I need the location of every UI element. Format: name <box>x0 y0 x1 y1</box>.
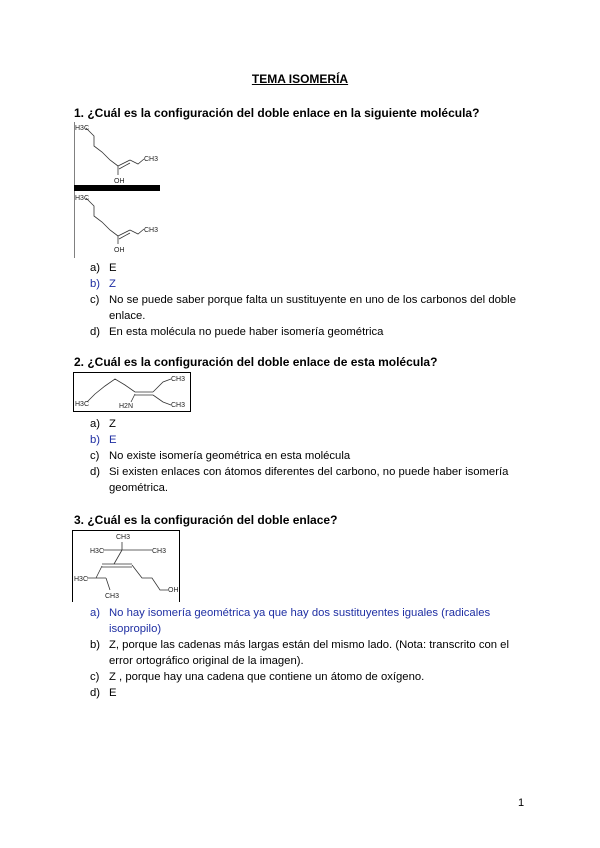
q3-option-b[interactable]: b) Z, porque las cadenas más largas están del mismo lado. (Nota: transcrito con el error ortográfico original de la imagen). <box>90 639 509 667</box>
molecule-3-image <box>72 530 180 602</box>
q1-option-d[interactable]: d) En esta molécula no puede haber isomería geométrica <box>90 326 384 338</box>
q3-option-c[interactable]: c) Z , porque hay una cadena que contiene un átomo de oxígeno. <box>90 671 425 683</box>
mol1a-label-h3c: H3C <box>75 125 90 132</box>
mol3-label-ch3-right: CH3 <box>152 548 167 555</box>
q2-option-d[interactable]: d) Si existen enlaces con átomos diferentes del carbono, no puede haber isomería geométrica. <box>90 466 509 494</box>
mol2-label-h3c: H3C <box>75 401 90 408</box>
q3-option-d[interactable]: d) E <box>90 687 117 699</box>
q3-option-a[interactable]: a) No hay isomería geométrica ya que hay dos sustituyentes iguales (radicales isopropilo) <box>90 607 491 635</box>
q1-option-c[interactable]: c) No se puede saber porque falta un sustituyente en uno de los carbonos del doble enlace. <box>90 294 516 322</box>
page-title: TEMA ISOMERÍA <box>251 72 349 86</box>
question-2: 2. ¿Cuál es la configuración del doble enlace de esta molécula? <box>74 355 438 369</box>
molecule-2-image <box>73 372 191 412</box>
mol2-label-h2n: H2N <box>119 403 134 410</box>
q2-option-b[interactable]: b) E <box>90 434 117 446</box>
mol2-label-ch3-top: CH3 <box>171 376 186 383</box>
mol3-label-h3c-upper: H3C <box>90 548 105 555</box>
mol1a-label-ch3: CH3 <box>144 156 159 163</box>
mol1b-label-oh: OH <box>114 247 125 254</box>
mol1b-label-h3c: H3C <box>75 195 90 202</box>
mol1-separator-bar <box>74 185 160 191</box>
mol2-label-ch3-bottom: CH3 <box>171 402 186 409</box>
q2-option-a[interactable]: a) Z <box>90 418 116 430</box>
molecule-1-image <box>74 122 160 258</box>
q1-option-b[interactable]: b) Z <box>90 278 116 290</box>
page-number: 1 <box>518 797 525 809</box>
question-1: 1. ¿Cuál es la configuración del doble enlace en la siguiente molécula? <box>74 106 480 120</box>
mol1a-label-oh: OH <box>114 178 125 185</box>
mol3-label-ch3-top: CH3 <box>116 534 131 541</box>
mol3-label-oh: OH <box>168 587 179 594</box>
mol1b-label-ch3: CH3 <box>144 227 159 234</box>
q1-option-a[interactable]: a) E <box>90 262 117 274</box>
mol3-label-h3c-lower: H3C <box>74 576 89 583</box>
mol3-label-ch3-bottom: CH3 <box>105 593 120 600</box>
q2-option-c[interactable]: c) No existe isomería geométrica en esta molécula <box>90 450 351 462</box>
question-3: 3. ¿Cuál es la configuración del doble enlace? <box>74 513 338 527</box>
